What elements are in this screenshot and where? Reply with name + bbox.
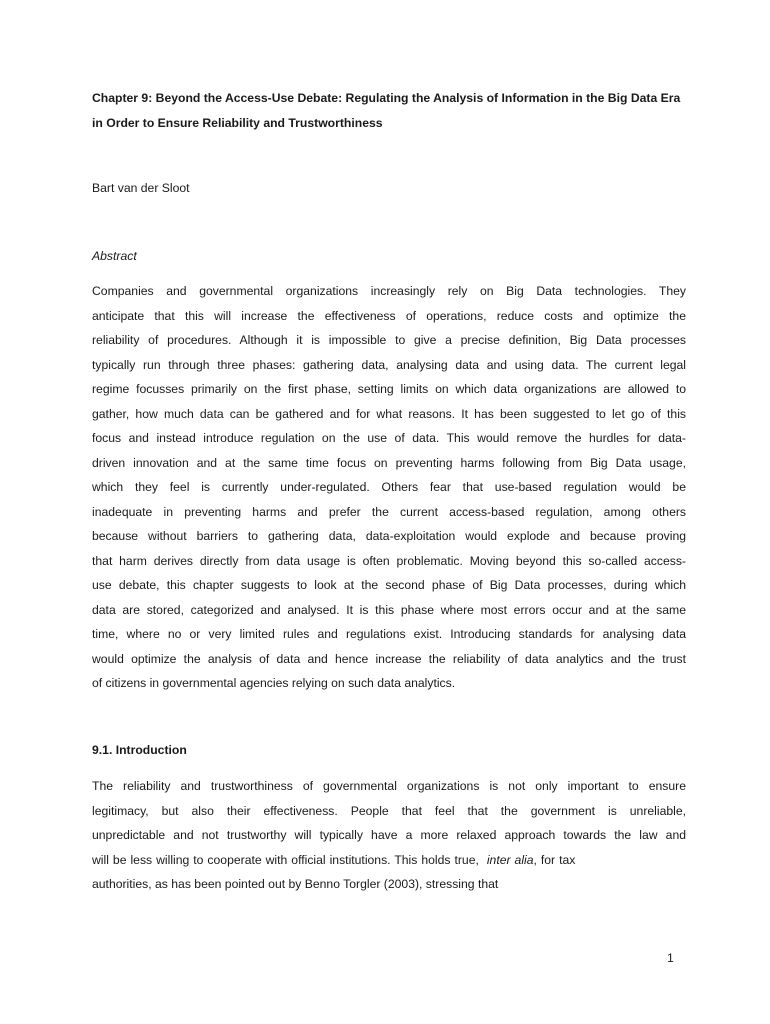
intro-line: authorities, as has been pointed out by Benno Torgler (2003), stressing that bbox=[92, 877, 499, 891]
author-name: Bart van der Sloot bbox=[92, 181, 190, 195]
intro-line-text: will be less willing to cooperate with official institutions. This holds true, bbox=[92, 852, 479, 867]
abstract-line: time, where no or very limited rules and regulations exist. Introducing standards for analysing data bbox=[92, 627, 686, 641]
abstract-line: Companies and governmental organizations increasingly rely on Big Data technologies. They bbox=[92, 284, 686, 298]
abstract-line: typically run through three phases: gathering data, analysing data and using data. The current legal bbox=[92, 357, 686, 372]
abstract-line: use debate, this chapter suggests to look at the second phase of Big Data processes, during which bbox=[92, 578, 686, 592]
abstract-line: reliability of procedures. Although it is impossible to give a precise definition, Big Data processes bbox=[92, 333, 686, 347]
abstract-line: would optimize the analysis of data and hence increase the reliability of data analytics and the trust bbox=[92, 651, 686, 666]
abstract-line: data are stored, categorized and analysed. It is this phase where most errors occur and at the same bbox=[92, 602, 686, 617]
abstract-line: which they feel is currently under-regulated. Others fear that use-based regulation would be bbox=[92, 480, 686, 494]
abstract-line: of citizens in governmental agencies relying on such data analytics. bbox=[92, 676, 456, 690]
abstract-line: because without barriers to gathering data, data-exploitation would explode and because proving bbox=[92, 529, 686, 543]
intro-line-tail: , for tax bbox=[533, 852, 576, 867]
abstract-line: gather, how much data can be gathered and for what reasons. It has been suggested to let go of this bbox=[92, 406, 686, 421]
abstract-line: focus and instead introduce regulation on the use of data. This would remove the hurdles for data- bbox=[92, 431, 686, 445]
abstract-line: anticipate that this will increase the effectiveness of operations, reduce costs and optimize the bbox=[92, 308, 686, 323]
introduction-paragraph bbox=[92, 774, 686, 897]
latin-phrase: inter alia bbox=[486, 852, 534, 867]
abstract-paragraph bbox=[92, 279, 686, 696]
intro-line bbox=[92, 848, 686, 873]
abstract-line: that harm derives directly from data usage is often problematic. Moving beyond this so-called access- bbox=[92, 553, 686, 568]
intro-line: unpredictable and not trustworthy will typically have a more relaxed approach towards the law and bbox=[92, 828, 686, 842]
abstract-heading: Abstract bbox=[92, 249, 137, 263]
intro-line: The reliability and trustworthiness of governmental organizations is not only important to ensure bbox=[92, 779, 686, 793]
intro-line: legitimacy, but also their effectiveness. People that feel that the government is unreliable, bbox=[92, 803, 686, 818]
abstract-line: regime focusses primarily on the first phase, setting limits on which data organizations are allowed to bbox=[92, 382, 686, 396]
abstract-line: inadequate in preventing harms and prefer the current access-based regulation, among others bbox=[92, 504, 686, 519]
section-heading: 9.1. Introduction bbox=[92, 743, 187, 757]
page-number: 1 bbox=[667, 951, 674, 965]
chapter-title: Chapter 9: Beyond the Access-Use Debate: Regulating the Analysis of Information in the Big Data Era in Order to Ensure Reliability and Trustworthiness bbox=[92, 91, 681, 130]
abstract-line: driven innovation and at the same time focus on preventing harms following from Big Data usage, bbox=[92, 455, 686, 470]
